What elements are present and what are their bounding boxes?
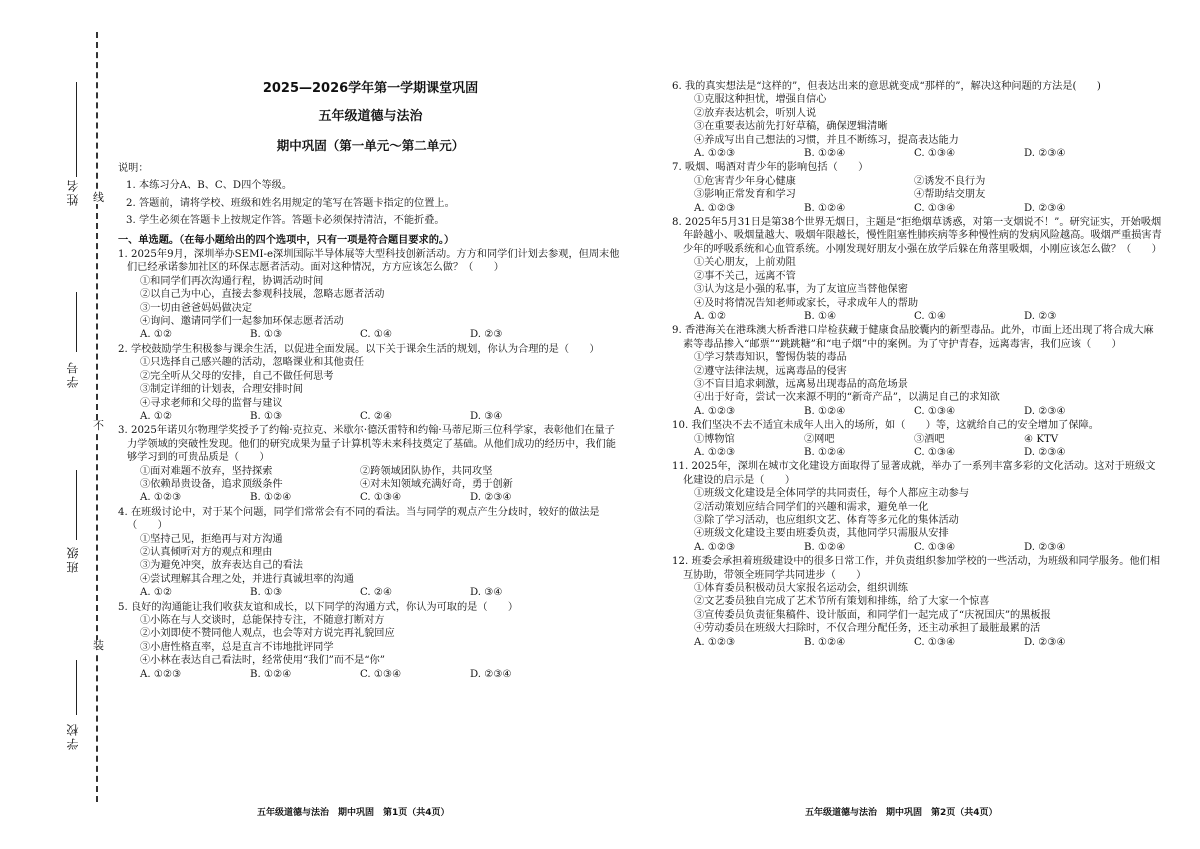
question-option: ③认为这是小强的私事，为了友谊应当替他保密: [694, 284, 908, 296]
answer-choice: D. ②③④: [1024, 202, 1066, 214]
option-grid: [672, 175, 1162, 202]
answer-choice: A. ①②③: [694, 541, 736, 553]
question: [672, 324, 1162, 418]
question-option: ①只选择自己感兴趣的活动，忽略课业和其他责任: [140, 357, 365, 369]
question-stem: 11. 2025年，深圳在城市文化建设方面取得了显著成就，举办了一系列丰富多彩的文化活动。这对于班级文化建设的启示是（ ）: [672, 461, 1156, 486]
class-label: 班级: [66, 545, 80, 573]
question: [672, 80, 1162, 160]
answer-choice: D. ②③④: [470, 668, 512, 680]
cut-word-1: 线: [93, 191, 104, 204]
question-option: ②认真倾听对方的观点和理由: [140, 546, 273, 558]
question-option: ③小唐性格直率，总是直言不讳地批评同学: [140, 641, 334, 653]
answer-choices: [118, 410, 623, 423]
answer-choice: C. ①③④: [914, 446, 956, 458]
question-option: ③制定详细的计划表，合理安排时间: [140, 384, 303, 396]
question-option: ③酒吧: [914, 433, 945, 445]
question-option: ②文艺委员独自完成了艺术节所有策划和排练，给了大家一个惊喜: [694, 596, 990, 608]
answer-choices: [118, 586, 623, 599]
question-option: ①学习禁毒知识，警惕伪装的毒品: [694, 352, 847, 364]
question-option: ③除了学习活动，也应组织文艺、体育等多元化的集体活动: [694, 515, 959, 526]
question-option: ②以自己为中心，直接去参观科技展，忽略志愿者活动: [140, 289, 385, 301]
answer-choice: B. ①②④: [804, 202, 846, 214]
question-option: ④帮助结交朋友: [914, 189, 986, 201]
question-option: ④寻求老师和父母的监督与建议: [140, 397, 283, 409]
question-option: ②网吧: [804, 433, 835, 445]
question-stem: 9. 香港海关在港珠澳大桥香港口岸检获藏于健康食品胶囊内的新型毒品。此外，市面上还出现了将合成大麻素等毒品掺入“邮票”“跳跳糖”和“电子烟”中的案例。为了守护青春，远离毒害，我们应该（ ）: [672, 325, 1154, 350]
answer-choices: [672, 310, 1162, 323]
cut-word-2: 不: [93, 419, 104, 432]
question-option: ②放弃表达机会，听别人说: [694, 107, 817, 119]
question-stem: 4. 在班级讨论中，对于某个问题，同学们常常会有不同的看法。当与同学的观点产生分歧时，较好的做法是（ ）: [118, 506, 600, 532]
question-option: ④养成写出自己想法的习惯，并且不断练习，提高表达能力: [694, 134, 959, 146]
answer-choice: C. ①④: [914, 310, 947, 322]
left-question-list: [118, 248, 623, 681]
answer-choice: C. ②④: [360, 410, 393, 422]
question-option: ①和同学们再次沟通行程，协调活动时间: [140, 275, 324, 287]
answer-choice: C. ①③④: [360, 492, 402, 504]
question: [672, 216, 1162, 323]
answer-choice: A. ①②③: [694, 446, 736, 458]
question-option: ①博物馆: [694, 433, 735, 445]
answer-choices: [672, 446, 1162, 459]
answer-choice: D. ②③④: [1024, 541, 1066, 553]
answer-choice: A. ①②③: [694, 202, 736, 214]
question-option: ③在重要表达前先打好草稿，确保逻辑清晰: [694, 121, 888, 133]
question-option: ①面对难题不放弃，坚持探索: [140, 465, 273, 477]
question-option: ③不盲目追求刺激，远离易出现毒品的高危场景: [694, 378, 908, 390]
answer-choice: C. ①④: [360, 329, 393, 341]
question-option: ②完全听从父母的安排，自己不做任何思考: [140, 370, 334, 382]
answer-choice: A. ①②: [694, 310, 727, 322]
answer-choice: C. ①③④: [914, 636, 956, 648]
question: [118, 601, 623, 681]
question-stem: 2. 学校鼓励学生积极参与课余生活，以促进全面发展。以下关于课余生活的规划，你认为合理的是（ ）: [118, 343, 600, 355]
question: [672, 419, 1162, 459]
question-stem: 10. 我们坚决不去不适宜未成年人出入的场所，如（ ）等，这就给自己的安全增加了保障。: [672, 420, 1099, 432]
option-grid: [118, 465, 623, 492]
question-stem: 3. 2025年诺贝尔物理学奖授予了约翰·克拉克、米歇尔·德沃雷特和约翰·马蒂尼斯三位科学家，表彰他们在量子力学领域的突破性发现。他们的研究成果为量子计算机等未来科技奠定了基础。从他们成功的经历中，我们能够学习到的可贵品质是（ ）: [118, 425, 616, 464]
cut-line: [96, 32, 98, 802]
question: [672, 460, 1162, 554]
answer-choice: A. ①②③: [694, 405, 736, 417]
question-stem: 7. 吸烟、喝酒对青少年的影响包括（ ）: [672, 162, 869, 174]
question-option: ②事不关己，远离不管: [694, 270, 796, 282]
question-option: ④劳动委员在班级大扫除时，不仅合理分配任务，还主动承担了最脏最累的活: [694, 623, 1041, 635]
answer-choice: B. ①②④: [250, 668, 292, 680]
question-option: ③为避免冲突，放弃表达自己的看法: [140, 560, 303, 572]
question-option: ④尝试理解其合理之处，并进行真诚坦率的沟通: [140, 573, 354, 585]
name-label: 姓名: [66, 178, 80, 206]
answer-choice: B. ①②④: [250, 492, 292, 504]
question-option: ②跨领域团队协作，共同攻坚: [360, 465, 493, 477]
answer-choice: B. ①②④: [804, 405, 846, 417]
section-heading: 一、单选题。（在每小题给出的四个选项中，只有一项是符合题目要求的。）: [118, 233, 455, 246]
answer-choice: B. ①②④: [804, 636, 846, 648]
answer-choice: D. ②③④: [1024, 405, 1066, 417]
answer-choice: C. ①③④: [914, 405, 956, 417]
question-option: ④小林在表达自己看法时，经常使用“我们”而不是“你”: [140, 655, 385, 667]
answer-choice: A. ①②③: [140, 668, 182, 680]
question: [672, 161, 1162, 215]
question-option: ①小陈在与人交谈时，总能保持专注，不随意打断对方: [140, 615, 385, 626]
id-line: [76, 292, 77, 352]
exam-subtitle: 期中巩固（第一单元～第二单元）: [276, 138, 465, 153]
answer-choices: [672, 202, 1162, 215]
question-option: ②小刘即使不赞同他人观点，也会等对方说完再礼貌回应: [140, 628, 395, 640]
option-row: [672, 433, 1162, 446]
answer-choice: B. ①③: [250, 329, 283, 341]
school-line: [76, 660, 77, 715]
page-footer-2: 五年级道德与法治 期中巩固 第2页（共4页）: [805, 808, 998, 818]
answer-choice: A. ①②③: [694, 148, 736, 160]
answer-choices: [672, 147, 1162, 160]
question: [118, 424, 623, 504]
question-option: ③依赖昂贵设备，追求顶级条件: [140, 478, 283, 490]
answer-choice: C. ①③④: [914, 541, 956, 553]
cut-word-3: 装: [93, 639, 104, 652]
answer-choices: [118, 491, 623, 504]
question-option: ③影响正常发育和学习: [694, 189, 796, 201]
question-option: ①班级文化建设是全体同学的共同责任，每个人都应主动参与: [694, 488, 970, 500]
question-option: ①危害青少年身心健康: [694, 175, 796, 187]
answer-choice: C. ①③④: [360, 668, 402, 680]
class-line: [76, 470, 77, 540]
answer-choice: A. ①②③: [694, 636, 736, 648]
answer-choices: [118, 668, 623, 681]
id-label: 学号: [66, 360, 80, 388]
question: [672, 555, 1162, 649]
note-item: 1. 本练习分A、B、C、D四个等级。: [126, 180, 293, 192]
question-stem: 6. 我的真实想法是“这样的”，但表达出来的意思就变成“那样的”，解决这种问题的方法是( ): [672, 81, 1101, 92]
answer-choice: B. ①③: [250, 587, 283, 599]
question-option: ③宣传委员负责征集稿件、设计版面，和同学们一起完成了“庆祝国庆”的黑板报: [694, 609, 1051, 621]
subject-title: 五年级道德与法治: [318, 109, 423, 124]
answer-choices: [672, 405, 1162, 418]
question-option: ②活动策划应结合同学们的兴趣和需求，避免单一化: [694, 501, 929, 513]
question-option: ④询问、邀请同学们一起参加环保志愿者活动: [140, 316, 344, 328]
question-option: ①克服这种担忧，增强自信心: [694, 94, 827, 106]
answer-choice: A. ①②: [140, 410, 173, 422]
binding-margin: [0, 0, 112, 849]
question-option: ①体育委员积极动员大家报名运动会，组织训练: [694, 583, 908, 595]
question: [118, 248, 623, 342]
answer-choice: B. ①④: [804, 310, 837, 322]
answer-choice: D. ③④: [470, 410, 503, 422]
answer-choices: [672, 636, 1162, 649]
answer-choices: [672, 541, 1162, 554]
answer-choice: D. ②③④: [1024, 446, 1066, 458]
right-page: [672, 79, 1162, 649]
note-item: 2. 答题前，请将学校、班级和姓名用规定的笔写在答题卡指定的位置上。: [126, 197, 455, 209]
right-question-list: [672, 80, 1162, 649]
answer-choice: D. ②③: [1024, 310, 1057, 322]
question-stem: 12. 班委会承担着班级建设中的很多日常工作，并负责组织参加学校的一些活动，为班级和同学服务。他们相互协助，带领全班同学共同进步（ ）: [672, 556, 1161, 581]
question: [118, 343, 623, 423]
question-option: ②遵守法律法规，远离毒品的侵害: [694, 365, 847, 377]
answer-choice: A. ①②③: [140, 492, 182, 504]
question-option: ④班级文化建设主要由班委负责，其他同学只需服从安排: [694, 528, 949, 540]
question-option: ③一切由爸爸妈妈做决定: [140, 302, 253, 314]
school-label: 学校: [66, 722, 80, 750]
answer-choice: C. ①③④: [914, 148, 956, 160]
answer-choice: D. ②③④: [1024, 148, 1066, 160]
answer-choice: D. ③④: [470, 587, 503, 599]
question-option: ①关心朋友，上前劝阻: [694, 257, 796, 269]
answer-choice: B. ①②④: [804, 541, 846, 553]
answer-choice: A. ①②: [140, 329, 173, 341]
question-stem: 8. 2025年5月31日是第38个世界无烟日，主题是“拒绝烟草诱惑，对第一支烟说不！”。研究证实，开始吸烟年龄越小、吸烟量越大、吸烟年限越长，慢性阻塞性肺疾病等多种慢性病的发病风险越高。吸烟严重损害青少年的呼吸系统和心血管系统。小刚发现好朋友小强在放学后躲在角落里吸烟，小刚应该怎么做？（ ）: [672, 217, 1162, 255]
answer-choice: C. ①③④: [914, 202, 956, 214]
answer-choice: D. ②③④: [470, 492, 512, 504]
question-option: ④出于好奇，尝试一次来源不明的“新奇产品”，以满足自己的求知欲: [694, 392, 1000, 404]
question-option: ②诱发不良行为: [914, 175, 986, 187]
name-line: [76, 82, 77, 177]
answer-choice: C. ②④: [360, 587, 393, 599]
question-option: ④对未知领域充满好奇，勇于创新: [360, 478, 513, 490]
page-footer-1: 五年级道德与法治 期中巩固 第1页（共4页）: [257, 808, 450, 818]
answer-choice: D. ②③: [470, 329, 503, 341]
exam-title: 2025—2026学年第一学期课堂巩固: [262, 81, 479, 96]
question-option: ①坚持己见，拒绝再与对方沟通: [140, 533, 283, 545]
answer-choices: [118, 328, 623, 341]
answer-choice: A. ①②: [140, 587, 173, 599]
notes-title: 说明：: [118, 163, 149, 174]
question: [118, 506, 623, 600]
question-stem: 1. 2025年9月，深圳举办SEMI-e深圳国际半导体展等大型科技创新活动。方方和同学们计划去参观，但周末他们已经承诺参加社区的环保志愿者活动。面对这种情况，方方应该怎么做？（ ）: [118, 249, 620, 274]
answer-choice: B. ①②④: [804, 446, 846, 458]
question-stem: 5. 良好的沟通能让我们收获友谊和成长，以下同学的沟通方式，你认为可取的是（ ）: [118, 601, 519, 613]
question-option: ④及时将情况告知老师或家长，寻求成年人的帮助: [694, 297, 919, 309]
answer-choice: B. ①③: [250, 410, 283, 422]
answer-choice: D. ②③④: [1024, 636, 1066, 648]
note-item: 3. 学生必须在答题卡上按规定作答。答题卡必须保持清洁，不能折叠。: [126, 215, 445, 227]
left-page: [118, 74, 623, 681]
question-option: ④ KTV: [1024, 433, 1059, 445]
answer-choice: B. ①②④: [804, 148, 846, 160]
